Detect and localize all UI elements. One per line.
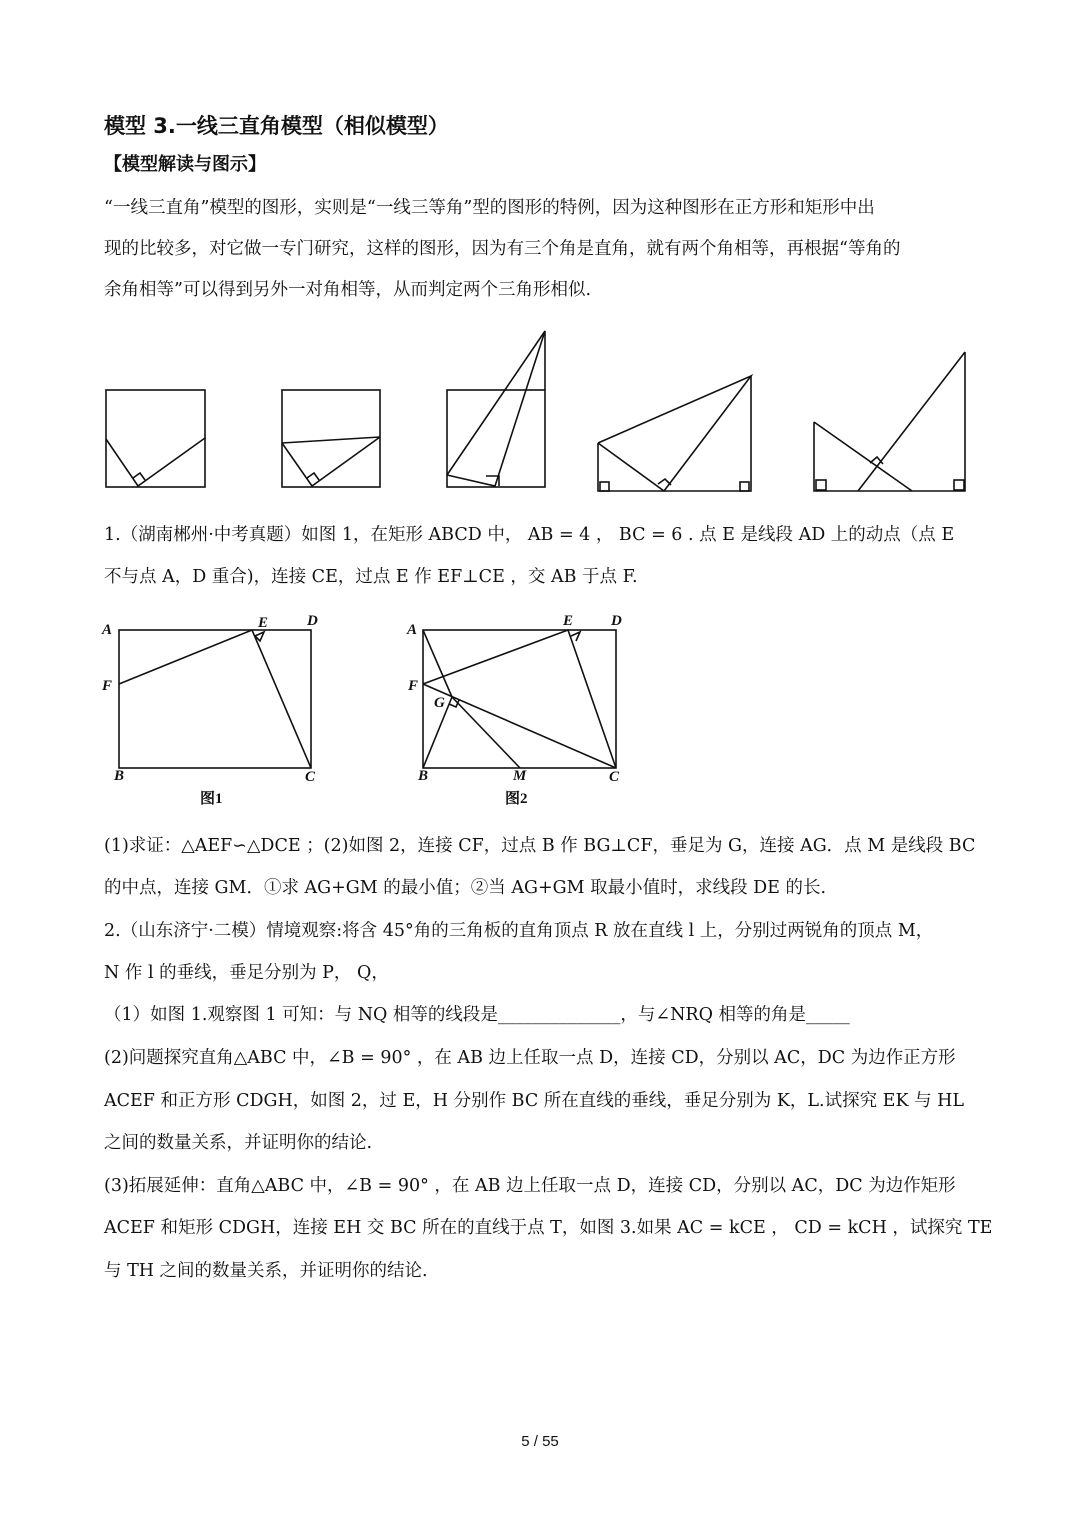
q1-figure-2 <box>423 630 616 768</box>
section-heading: 【模型解读与图示】 <box>104 154 266 175</box>
q1-figure-1 <box>119 630 311 768</box>
model-figures-row <box>95 325 985 500</box>
intro-paragraph <box>104 188 984 311</box>
q2-part-3-line-1: (3)拓展延伸：直角△ABC 中，∠B = 90° ，在 AB 边上任取一点 D，连接 CD，分别以 AC，DC 为边作矩形 <box>104 1176 956 1196</box>
fig2-label-m: M <box>513 768 527 784</box>
fig2-label-d: D <box>611 613 622 629</box>
fig2-label-g: G <box>434 695 445 711</box>
q1-sub-line-2: 的中点，连接 GM．①求 AG+GM 的最小值；②当 AG+GM 取最小值时，求线段 DE 的长. <box>104 878 827 898</box>
fig1-label-d: D <box>307 613 318 629</box>
intro-line-3: 余角相等”可以得到另外一对角相等，从而判定两个三角形相似. <box>104 280 592 300</box>
model-figure-4 <box>598 376 751 491</box>
fig2-label-e: E <box>563 613 574 629</box>
fig2-label-a: A <box>407 622 418 638</box>
q2-part-2-line-2: ACEF 和正方形 CDGH，如图 2，过 E，H 分别作 BC 所在直线的垂线，垂足分别为 K，L.试探究 EK 与 HL <box>104 1091 965 1111</box>
q1-figures <box>100 605 660 810</box>
q1-line-2: 不与点 A，D 重合)，连接 CE，过点 E 作 EF⊥CE ，交 AB 于点 F. <box>104 567 638 587</box>
q2-line-2: N 作 l 的垂线，垂足分别为 P， Q， <box>104 963 389 983</box>
q2-part-2-line-3: 之间的数量关系，并证明你的结论. <box>104 1133 373 1153</box>
fig1-label-f: F <box>102 678 113 694</box>
intro-line-1: “一线三直角”模型的图形，实则是“一线三等角”型的图形的特例，因为这种图形在正方形和矩形中出 <box>104 198 875 218</box>
q2-line-1: 2.（山东济宁·二模）情境观察:将含 45°角的三角板的直角顶点 R 放在直线 l 上，分别过两锐角的顶点 M， <box>104 921 934 941</box>
page-number: 5 / 55 <box>521 1433 559 1450</box>
q2-part-2-line-1: (2)问题探究直角△ABC 中，∠B = 90° ，在 AB 边上任取一点 D，连接 CD，分别以 AC，DC 为边作正方形 <box>104 1048 956 1068</box>
fig2-label-f: F <box>408 678 419 694</box>
q1-sub-line-1: (1)求证：△AEF∽△DCE ；(2)如图 2，连接 CF，过点 B 作 BG⊥CF，垂足为 G，连接 AG．点 M 是线段 BC <box>104 836 976 856</box>
fig1-label-c: C <box>305 769 316 785</box>
fig1-label-a: A <box>102 622 113 638</box>
fig1-label-e: E <box>258 615 269 631</box>
intro-line-2: 现的比较多，对它做一专门研究，这样的图形，因为有三个角是直角，就有两个角相等，再根据“等角的 <box>104 239 901 259</box>
page-title: 模型 3.一线三直角模型（相似模型） <box>104 114 449 138</box>
fig1-label-b: B <box>114 768 125 784</box>
q2-part-3-line-2: ACEF 和矩形 CDGH，连接 EH 交 BC 所在的直线于点 T，如图 3.如果 AC = kCE ， CD = kCH ，试探究 TE <box>104 1218 993 1238</box>
fig2-label-c: C <box>609 769 620 785</box>
model-figure-2 <box>282 390 380 487</box>
q2-part-3-line-3: 与 TH 之间的数量关系，并证明你的结论. <box>104 1261 428 1281</box>
fig2-label-b: B <box>418 768 429 784</box>
model-figure-3 <box>447 331 545 487</box>
q2-part-1: （1）如图 1.观察图 1 可知：与 NQ 相等的线段是______________，与∠NRQ 相等的角是_____ <box>104 1005 850 1025</box>
q1-line-1: 1.（湖南郴州·中考真题）如图 1，在矩形 ABCD 中， AB = 4 ， BC = 6 . 点 E 是线段 AD 上的动点（点 E <box>104 525 955 545</box>
model-figure-5 <box>814 352 965 491</box>
fig2-caption: 图2 <box>505 791 528 807</box>
fig1-caption: 图1 <box>200 791 223 807</box>
model-figure-1 <box>106 390 205 487</box>
